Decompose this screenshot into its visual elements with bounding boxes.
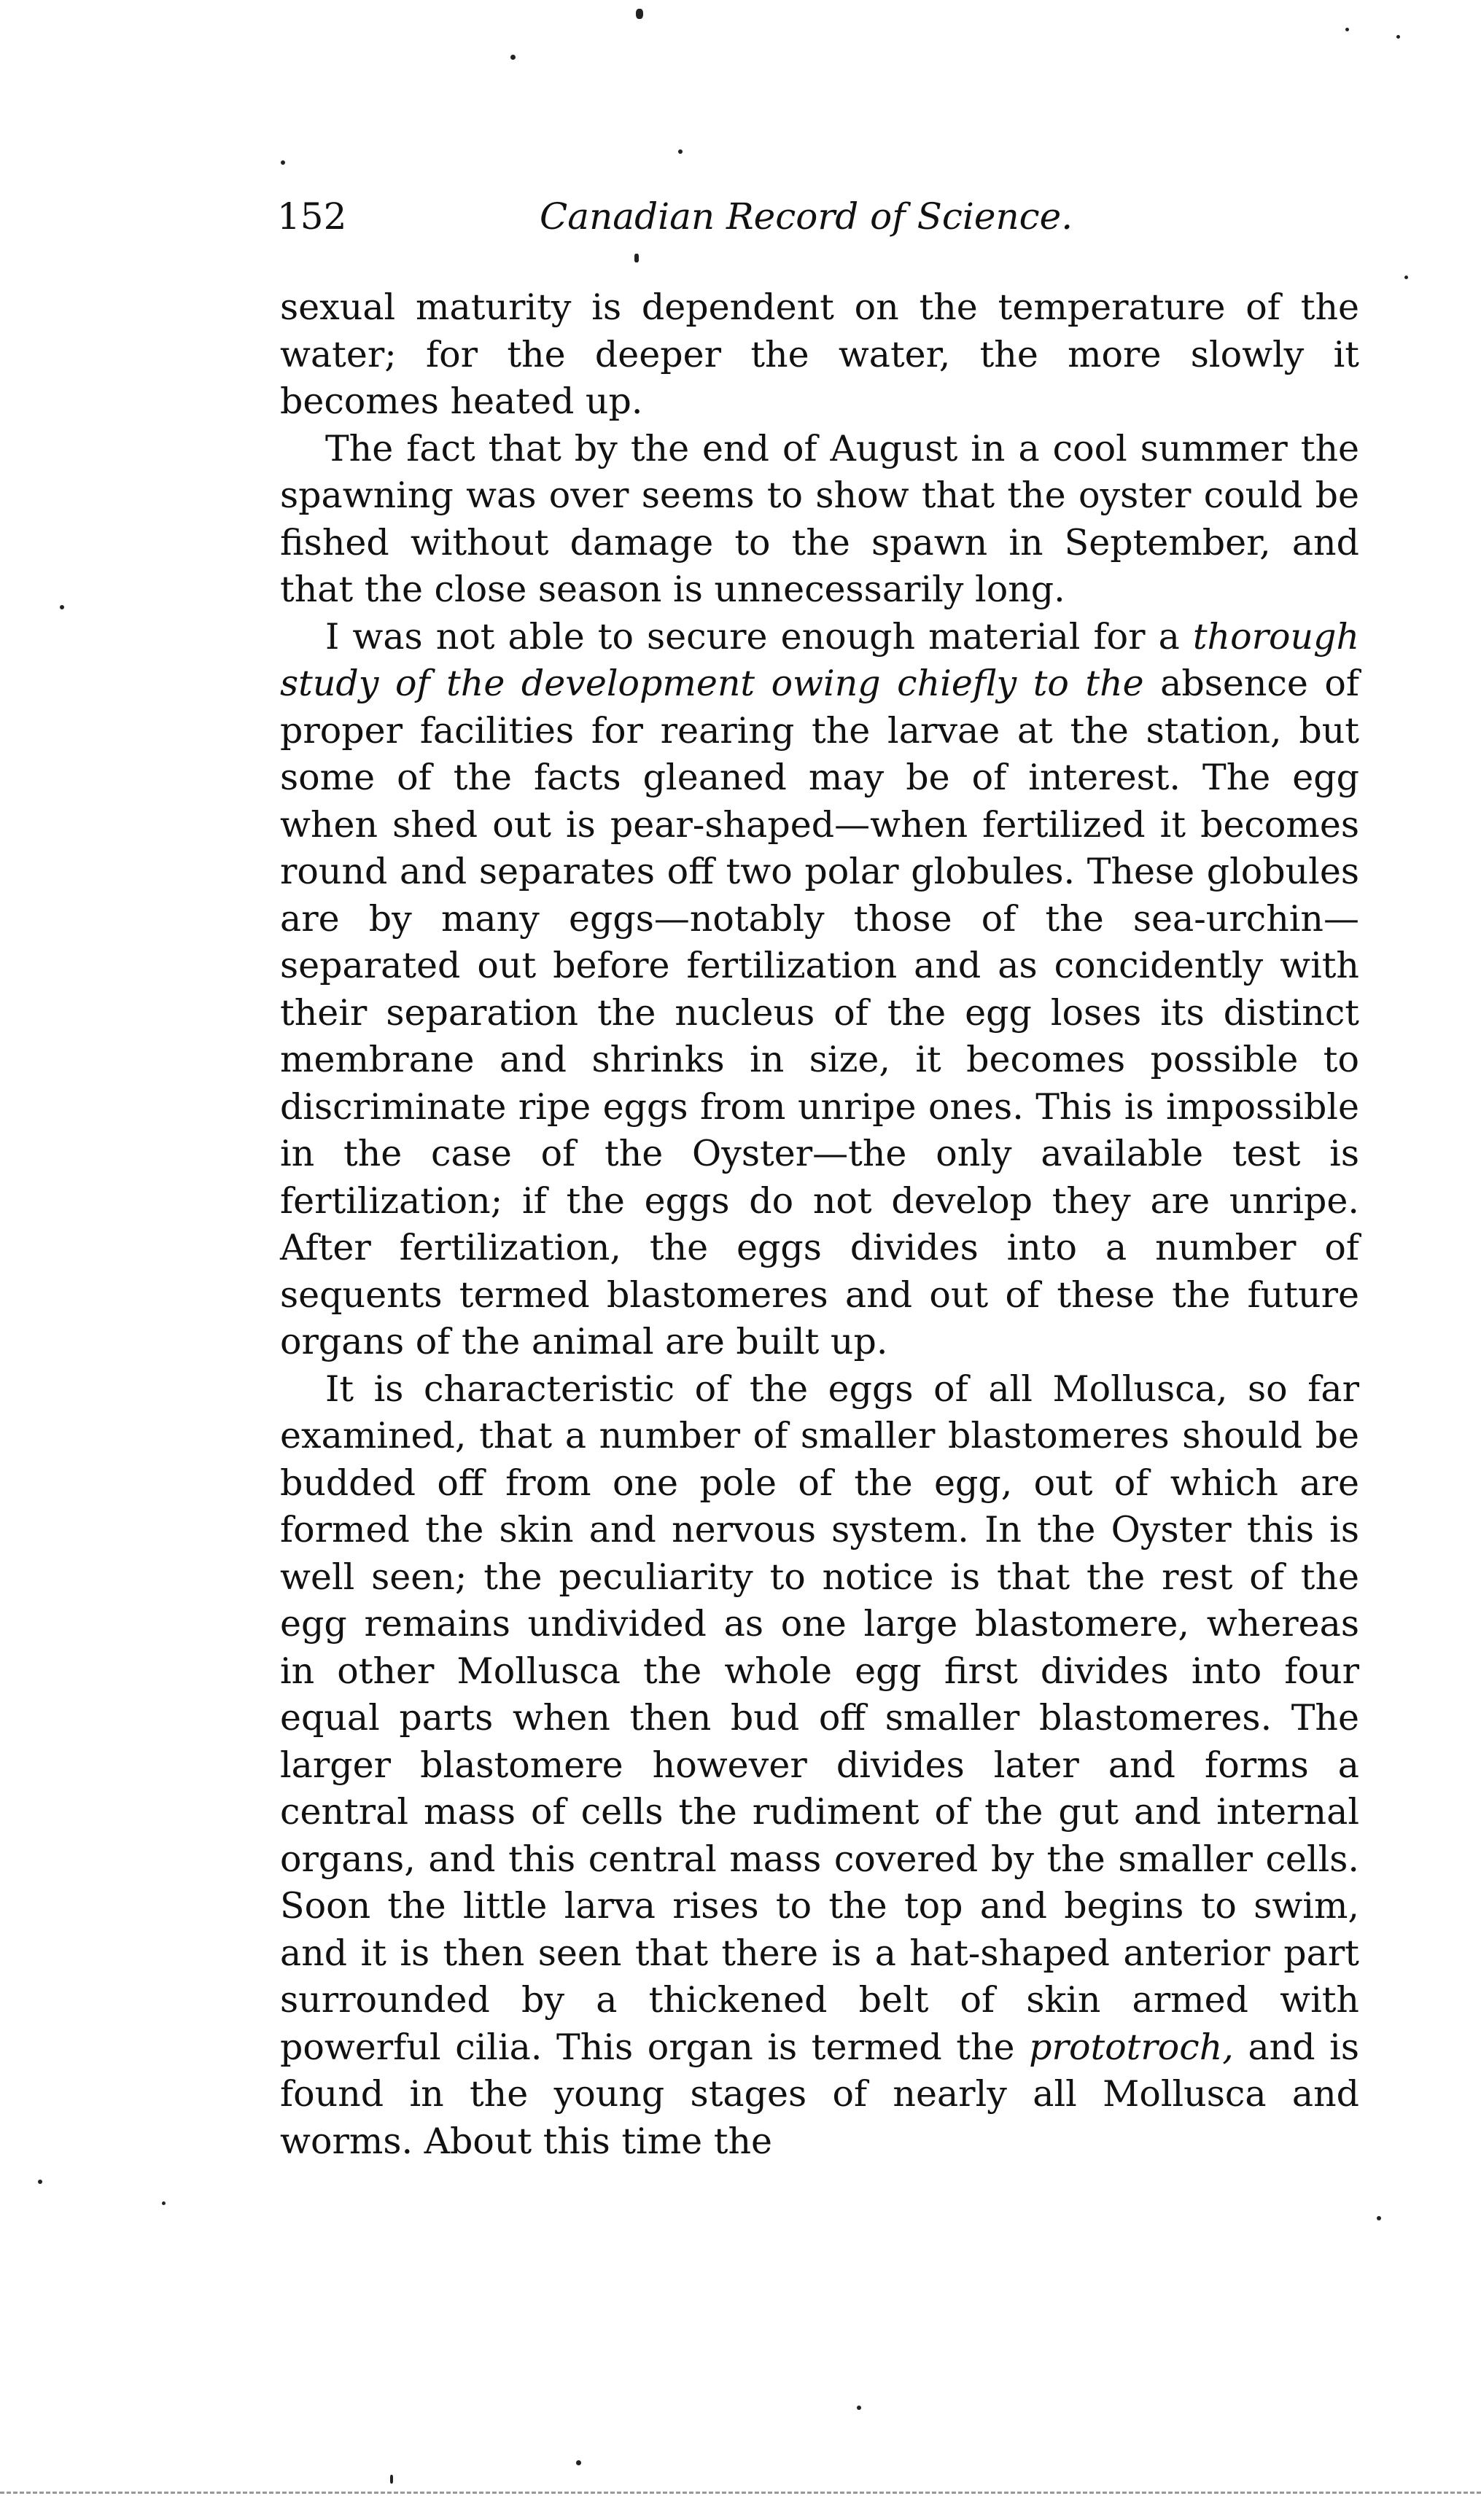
paragraph-4-italic-term: prototroch, xyxy=(1029,2026,1234,2068)
body-text xyxy=(280,284,1359,2165)
paragraph-2 xyxy=(280,426,1359,614)
scan-speck xyxy=(281,160,285,165)
paragraph-3-text-start: I was not able to secure enough material for a xyxy=(325,615,1193,658)
page-number: 152 xyxy=(277,195,347,238)
scan-speck xyxy=(678,149,683,154)
paragraph-1 xyxy=(280,284,1359,426)
paragraph-4-text-start: It is characteristic of the eggs of all Mollusca, so far examined, that a number of smaller blastomeres should be budded off from one pole of the egg, out of which are formed the skin and nervous system. In the Oyster this is well seen; the peculiarity to notice is that the rest of the egg remains undivided as one large blastomere, whereas in other Mollusca the whole egg first divides into four equal parts when then bud off smaller blastomeres. The larger blastomere however divides later and forms a central mass of cells the rudiment of the gut and internal organs, and this central mass covered by the smaller cells. Soon the little larva rises to the top and begins to swim, and it is then seen that there is a hat-shaped anterior part surrounded by a thickened belt of skin armed with powerful cilia. This organ is termed the xyxy=(280,1368,1359,2068)
journal-title: Canadian Record of Science. xyxy=(540,195,1073,238)
paragraph-1-text: sexual maturity is dependent on the temperature of the water; for the deeper the water, the more slowly it becomes heated up. xyxy=(280,286,1359,422)
scan-speck xyxy=(1396,35,1400,39)
scan-speck xyxy=(390,2475,393,2484)
scan-speck xyxy=(857,2406,861,2410)
scan-speck xyxy=(1377,2216,1381,2220)
scan-speck xyxy=(576,2460,581,2465)
paragraph-4 xyxy=(280,1366,1359,2166)
scan-edge-artifact xyxy=(0,2492,1481,2501)
scan-speck xyxy=(634,254,639,262)
paragraph-3-italic-text: thorough study of the development owing chiefly to the xyxy=(280,615,1359,704)
scan-speck xyxy=(162,2201,166,2205)
paragraph-2-text: The fact that by the end of August in a cool summer the spawning was over seems to show that the oyster could be fished without damage to the spawn in September, and that the close season is unnecessarily long. xyxy=(280,427,1359,610)
running-head xyxy=(277,191,1356,242)
scan-speck xyxy=(1404,276,1408,279)
scan-speck xyxy=(1345,28,1349,31)
scan-speck xyxy=(38,2180,42,2184)
paragraph-4-text-end: and is found in the young stages of nearly all Mollusca and worms. About this time the xyxy=(280,2026,1359,2162)
scan-speck xyxy=(60,605,64,609)
paragraph-3 xyxy=(280,614,1359,1366)
scan-speck xyxy=(510,55,516,60)
scan-speck xyxy=(636,9,643,19)
paragraph-3-text-end: absence of proper facilities for rearing the larvae at the station, but some of the facts gleaned may be of interest. The egg when shed out is pear-shaped—when fertilized it becomes round and separates off two polar globules. These globules are by many eggs—notably those of the sea-urchin—separated out before fertilization and as concidently with their separation the nucleus of the egg loses its distinct membrane and shrinks in size, it becomes possible to discriminate ripe eggs from unripe ones. This is impossible in the case of the Oyster—the only available test is fertilization; if the eggs do not develop they are unripe. After fertilization, the eggs divides into a number of sequents termed blastomeres and out of these the future organs of the animal are built up. xyxy=(280,663,1359,1362)
